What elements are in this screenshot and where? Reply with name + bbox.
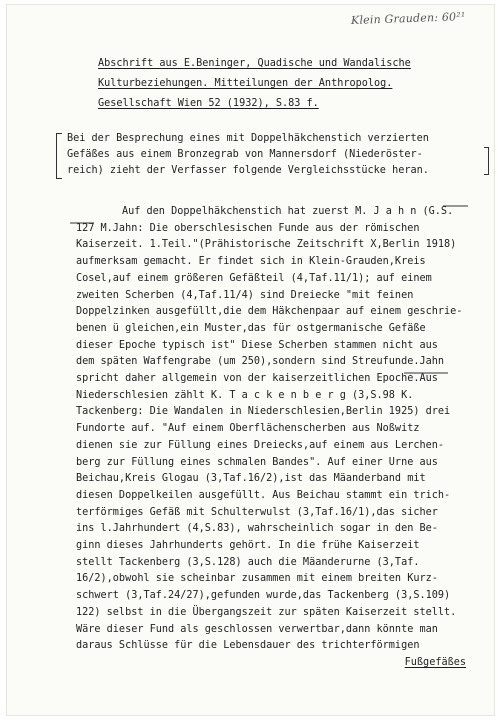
body-line: benen ü gleichen,ein Muster,das für ostgermanische Gefäße	[76, 322, 426, 334]
body-line: Beichau,Kreis Glogau (3,Taf.16/2),ist das Mäanderband mit	[76, 473, 426, 485]
body-line: 16/2),obwohl sie scheinbar zusammen mit einem breiten Kurz-	[76, 573, 438, 585]
body-line: zweiten Scherben (4,Taf.11/4) sind Dreiecke "mit feinen	[76, 289, 414, 301]
body-line: Niederschlesien zählt K. T a c k e n b e r g (3,S.98 K.	[76, 389, 414, 401]
body-line: terförmiges Gefäß mit Schulterwulst (3,Taf.16/1),das sicher	[76, 506, 438, 518]
body-line: dieser Epoche typisch ist" Diese Scherben stammen nicht aus	[76, 339, 438, 351]
citation-line: Abschrift aus E.Beninger, Quadische und Wandalische	[98, 58, 411, 69]
body-line: spricht daher allgemein von der kaiserzeitlichen Epoche.Aus	[76, 373, 438, 385]
close-bracket-mark	[484, 147, 489, 175]
body-line: dem späten Waffengrabe (um 250),sondern sind Streufunde.Jahn	[76, 356, 445, 368]
body-line: berg zur Füllung eines schmalen Bandes". Auf einer Urne aus	[76, 456, 438, 468]
body-text	[76, 204, 496, 672]
body-line: stellt Tackenberg (3,S.128) auch die Mäanderurne (3,Taf.	[76, 556, 420, 568]
intro-line: Bei der Besprechung eines mit Doppelhäkchenstich verzierten	[67, 133, 429, 144]
body-line: Kaiserzeit. 1.Teil."(Prähistorische Zeitschrift X,Berlin 1918)	[76, 239, 457, 251]
body-line: schwert (3,Taf.24/27),gefunden wurde,das Tackenberg (3,S.109)	[76, 590, 451, 602]
intro-paragraph	[60, 131, 490, 179]
body-line: aufmerksam gemacht. Er findet sich in Klein-Grauden,Kreis	[76, 256, 426, 268]
handwritten-note: Klein Grauden: 60²¹	[350, 10, 466, 27]
body-line: Auf den Doppelhäkchenstich hat zuerst M. J a h n (G.S.	[122, 206, 454, 217]
intro-line: Gefäßes aus einem Bronzegrab von Mannersdorf (Niederöster-	[67, 149, 423, 160]
body-line: diesen Doppelkeilen ausgefüllt. Aus Beichau stammt ein trich-	[76, 489, 451, 501]
body-line: ins l.Jahrhundert (4,S.83), wahrscheinlich sogar in den Be-	[76, 523, 438, 535]
open-bracket-mark	[56, 133, 62, 179]
body-line: daraus Schlüsse für die Lebensdauer des trichterförmigen	[76, 640, 420, 652]
body-line: Doppelzinken ausgefüllt,die dem Häkchenpaar auf einem geschrie-	[76, 306, 463, 318]
body-line: 127 M.Jahn: Die oberschlesischen Funde aus der römischen	[76, 222, 420, 234]
body-line: Wäre dieser Fund als geschlossen verwertbar,dann könnte man	[76, 623, 438, 635]
body-line: dienen sie zur Füllung eines Dreiecks,auf einem aus Lerchen-	[76, 439, 445, 451]
body-line: Tackenberg: Die Wandalen in Niederschlesien,Berlin 1925) drei	[76, 406, 451, 418]
body-line: ginn dieses Jahrhunderts gehört. In die frühe Kaiserzeit	[76, 540, 420, 552]
citation-line: Gesellschaft Wien 52 (1932), S.83 f.	[98, 98, 319, 109]
body-line: Cosel,auf einem größeren Gefäßteil (4,Taf.11/1); auf einem	[76, 272, 432, 284]
citation-line: Kulturbeziehungen. Mitteilungen der Anthropolog.	[98, 78, 393, 89]
intro-line: reich) zieht der Verfasser folgende Vergleichsstücke heran.	[67, 165, 429, 176]
citation-header	[98, 54, 478, 114]
document-page	[6, 4, 495, 716]
body-line: Fundorte auf. "Auf einem Oberflächenscherben aus Noßwitz	[76, 423, 420, 435]
body-line: Fußgefäßes	[404, 656, 466, 668]
body-line: 122) selbst in die Übergangszeit zur späten Kaiserzeit stellt.	[76, 606, 457, 618]
